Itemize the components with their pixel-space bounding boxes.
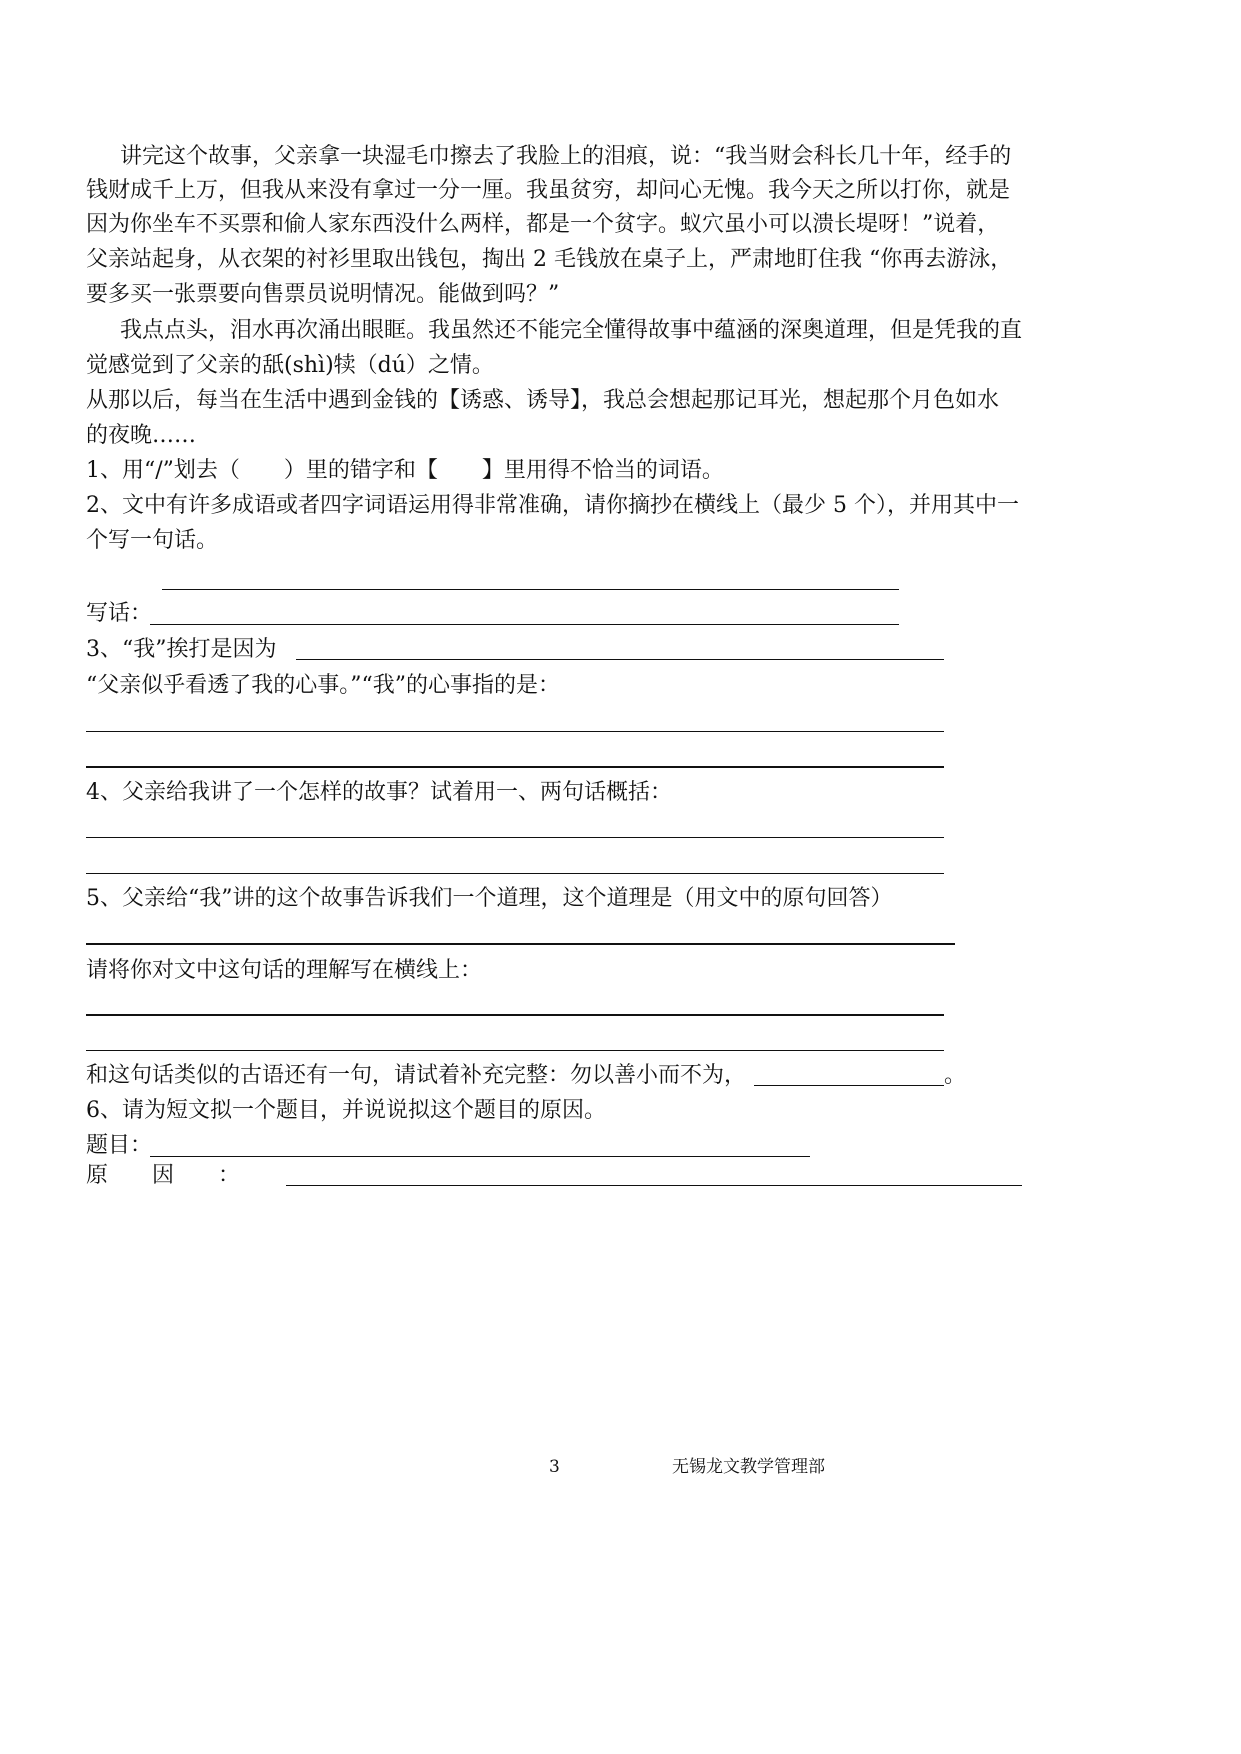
passage-line: 父亲站起身，从衣架的衬衫里取出钱包，掏出 2 毛钱放在桌子上，严肃地盯住我 “你再去游泳，: [86, 247, 1013, 272]
answer-line-title[interactable]: [150, 1156, 810, 1157]
proverb-end-mark: 。: [944, 1063, 967, 1088]
question-6: 6、请为短文拟一个题目，并说说拟这个题目的原因。: [86, 1098, 606, 1123]
question-4: 4、父亲给我讲了一个怎样的故事？试着用一、两句话概括：: [86, 780, 672, 805]
passage-line: 我点点头，泪水再次涌出眼眶。我虽然还不能完全懂得故事中蕴涵的深奥道理，但是凭我的直: [120, 318, 1023, 343]
write-sentence-label: 写话：: [86, 601, 153, 626]
question-2: 2、文中有许多成语或者四字词语运用得非常准确，请你摘抄在横线上（最少 5 个），并用其中一: [86, 493, 1019, 518]
answer-line-q5[interactable]: [86, 943, 955, 945]
answer-line-q5-sub-1[interactable]: [86, 1014, 944, 1016]
answer-line-q3-sub-2[interactable]: [86, 766, 944, 768]
answer-line-idioms[interactable]: [162, 589, 899, 590]
passage-line: 因为你坐车不买票和偷人家东西没什么两样，都是一个贫字。蚁穴虽小可以溃长堤呀！”说着，: [86, 212, 1000, 237]
question-3: 3、“我”挨打是因为: [86, 637, 277, 662]
reason-label: 原 因 ：: [86, 1163, 241, 1188]
question-5: 5、父亲给“我”讲的这个故事告诉我们一个道理，这个道理是（用文中的原句回答）: [86, 886, 893, 911]
question-3-sub: “父亲似乎看透了我的心事。”“我”的心事指的是：: [86, 673, 560, 698]
answer-line-sentence[interactable]: [150, 624, 899, 625]
answer-line-q5-sub-2[interactable]: [86, 1050, 944, 1051]
passage-line: 觉感觉到了父亲的舐(shì)犊（dú）之情。: [86, 353, 494, 378]
question-5-sub: 请将你对文中这句话的理解写在横线上：: [86, 958, 483, 983]
passage-line: 从那以后，每当在生活中遇到金钱的【诱惑、诱导】，我总会想起那记耳光，想起那个月色如水: [86, 388, 1000, 413]
answer-line-q3[interactable]: [296, 659, 944, 660]
answer-line-q4-1[interactable]: [86, 837, 944, 838]
passage-line: 的夜晚……: [86, 423, 197, 448]
answer-line-reason[interactable]: [286, 1185, 1022, 1186]
question-2-cont: 个写一句话。: [86, 528, 219, 553]
page-number: 3: [549, 1457, 560, 1477]
answer-line-proverb[interactable]: [754, 1085, 944, 1086]
answer-line-q4-2[interactable]: [86, 873, 944, 874]
passage-line: 讲完这个故事，父亲拿一块湿毛巾擦去了我脸上的泪痕，说：“我当财会科长几十年，经手的: [120, 144, 1012, 169]
question-1: 1、用“/”划去（ ）里的错字和【 】里用得不恰当的词语。: [86, 458, 724, 483]
footer-organization: 无锡龙文教学管理部: [672, 1457, 825, 1477]
title-label: 题目：: [86, 1133, 153, 1158]
question-5-proverb: 和这句话类似的古语还有一句，请试着补充完整：勿以善小而不为，: [86, 1063, 747, 1088]
passage-line: 钱财成千上万，但我从来没有拿过一分一厘。我虽贫穷，却问心无愧。我今天之所以打你，就是: [86, 178, 1011, 203]
answer-line-q3-sub-1[interactable]: [86, 731, 944, 732]
passage-line: 要多买一张票要向售票员说明情况。能做到吗？”: [86, 282, 560, 307]
